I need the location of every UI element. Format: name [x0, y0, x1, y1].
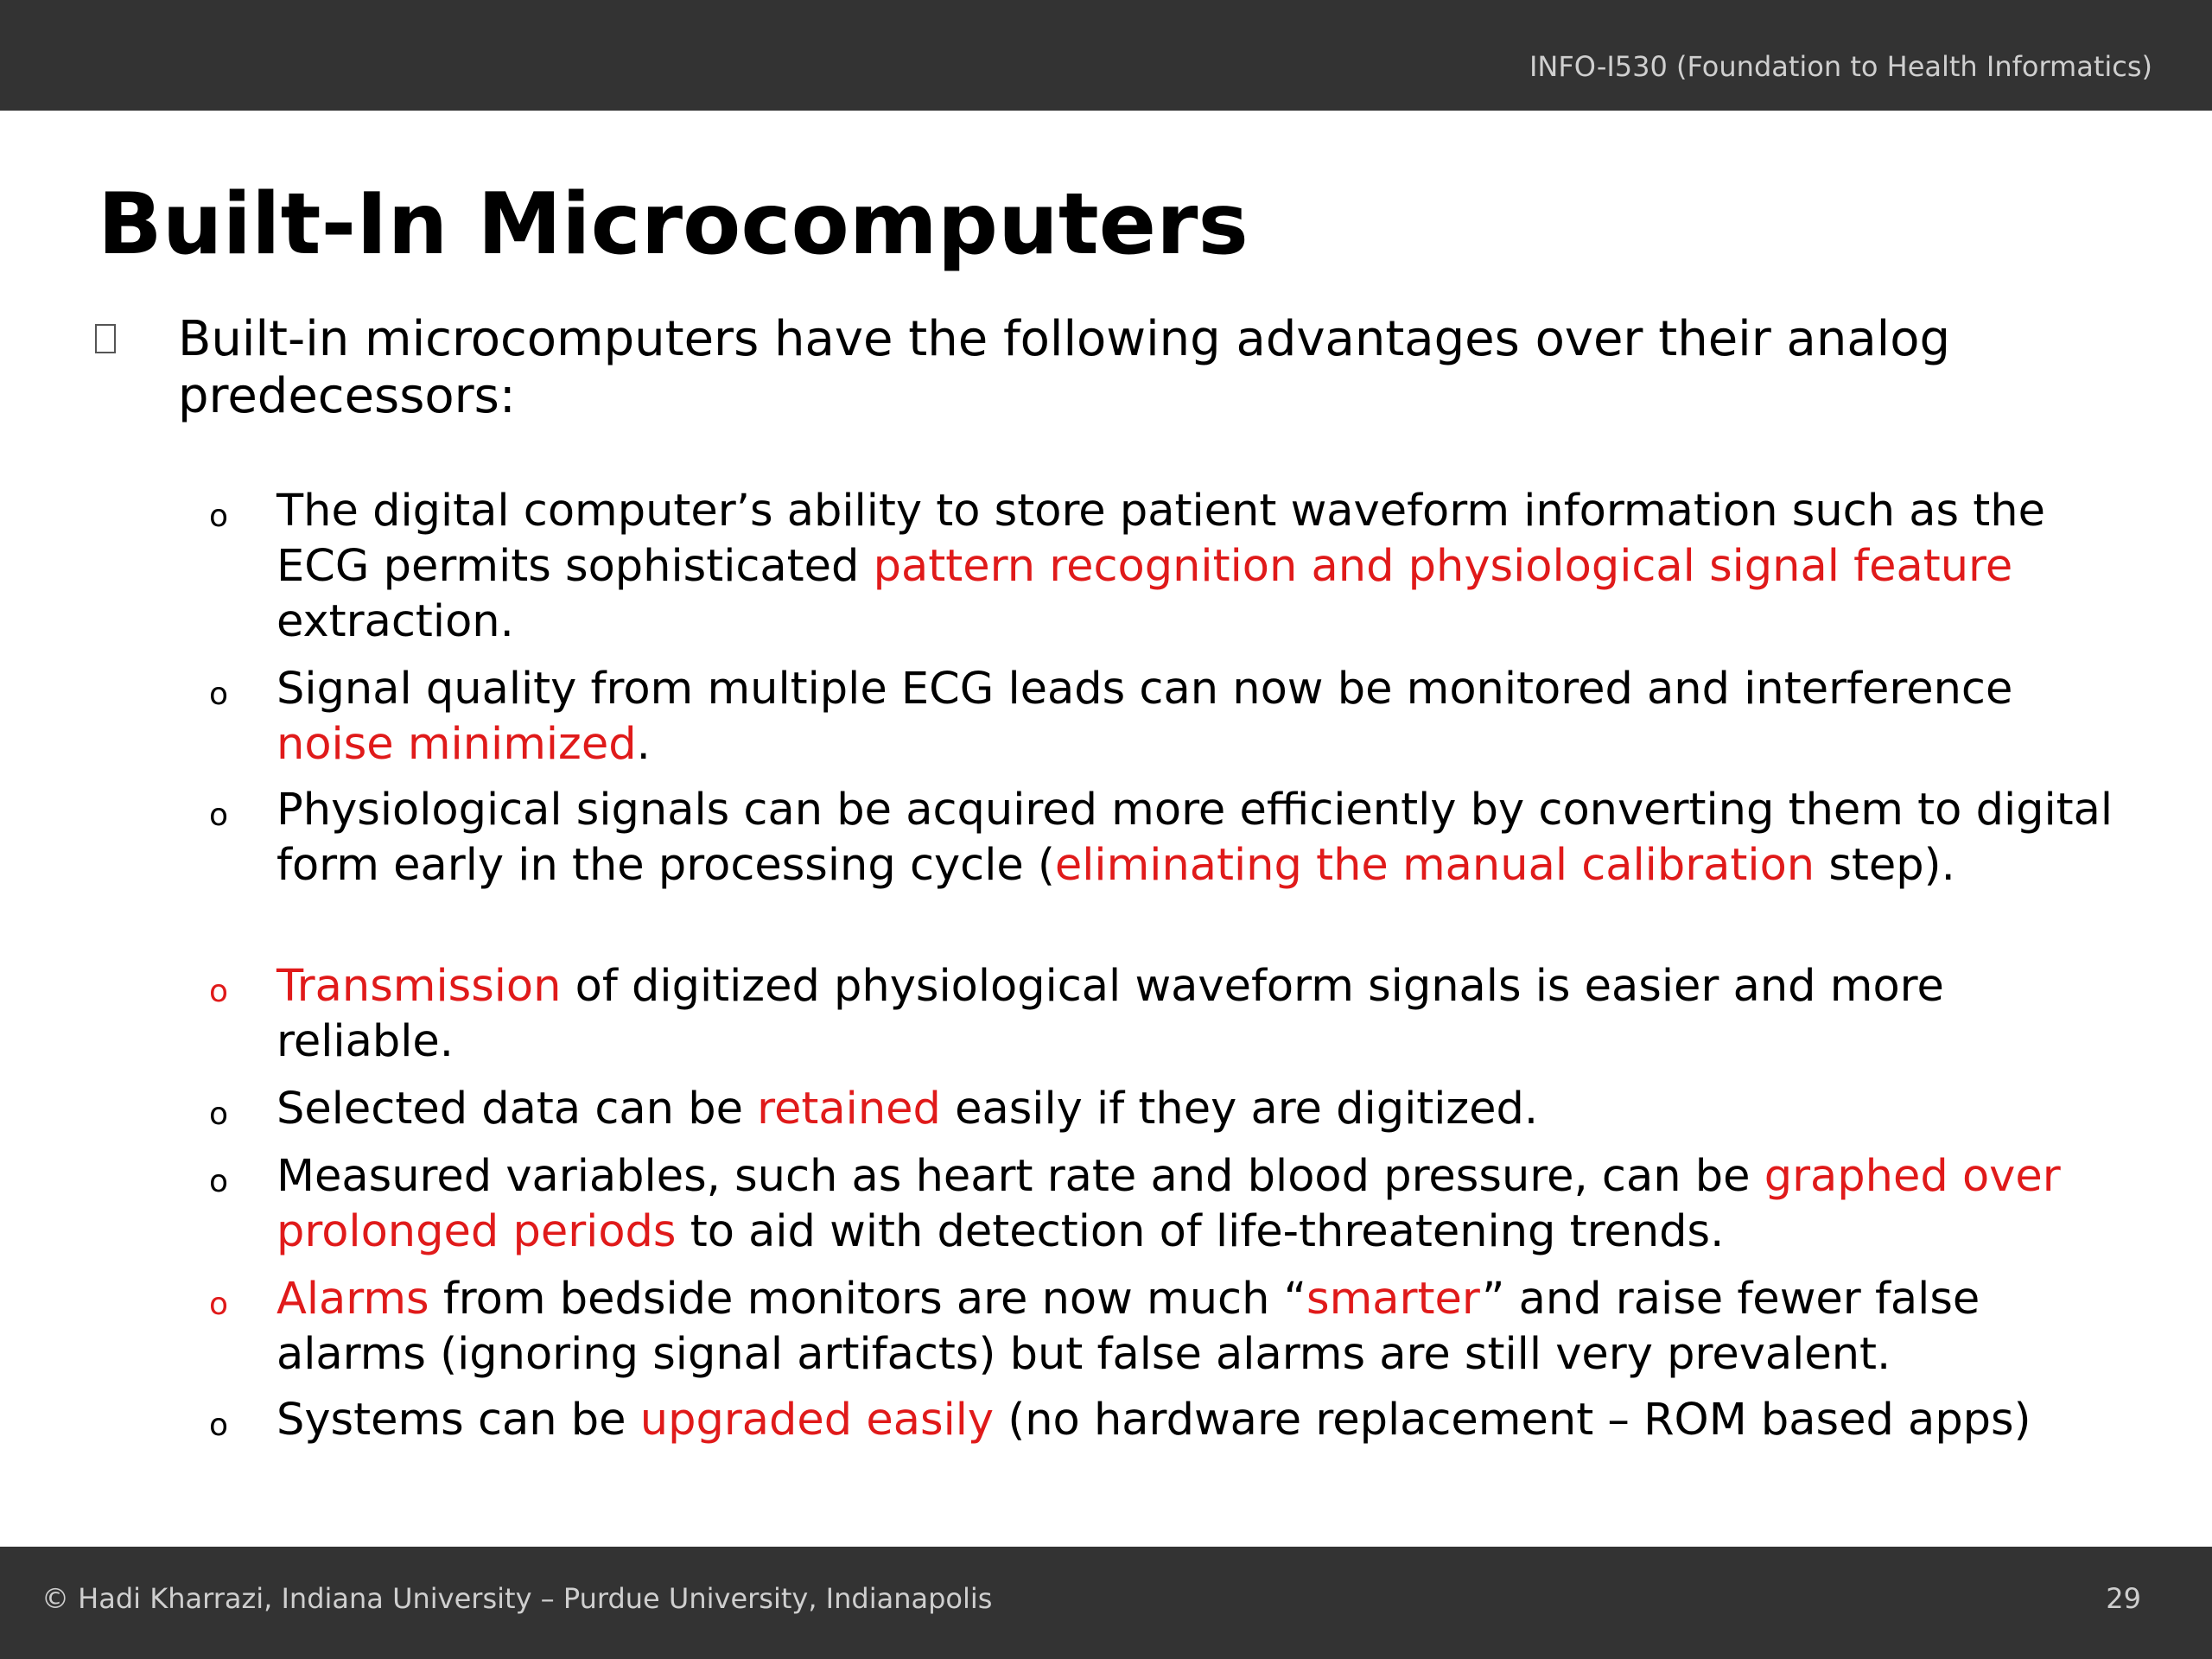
highlight-segment: Alarms: [276, 1274, 429, 1325]
text-segment: Measured variables, such as heart rate and blood pressure, can be: [276, 1151, 1764, 1202]
list-item-text: [276, 1272, 2126, 1382]
text-segment: .: [636, 719, 651, 770]
circle-bullet-icon: o: [209, 1096, 229, 1132]
circle-bullet-icon: o: [209, 974, 229, 1009]
text-segment: extraction.: [276, 596, 514, 647]
text-segment: ” and raise fewer false alarms (ignoring signal artifacts) but false alarms are still very prevalent.: [276, 1274, 1980, 1380]
list-item-text: [276, 1393, 2126, 1448]
course-label: INFO-I530 (Foundation to Health Informatics): [1529, 50, 2152, 83]
list-item-text: [276, 662, 2126, 772]
highlight-segment: smarter: [1306, 1274, 1483, 1325]
square-bullet-icon: [95, 324, 116, 353]
highlight-segment: noise minimized: [276, 719, 637, 770]
text-segment: Physiological signals can be acquired more efficiently by converting them to digital form early in the processing cycle (: [276, 785, 2113, 891]
highlight-segment: Transmission: [276, 961, 562, 1012]
highlight-segment: eliminating the manual calibration: [1054, 840, 1815, 891]
highlight-segment: graphed over prolonged periods: [276, 1151, 2061, 1257]
text-segment: Signal quality from multiple ECG leads can now be monitored and interference: [276, 664, 2013, 715]
list-item-text: [276, 1082, 2126, 1137]
circle-bullet-icon: o: [209, 798, 229, 833]
text-segment: easily if they are digitized.: [940, 1084, 1539, 1135]
text-segment: of digitized physiological waveform signals is easier and more reliable.: [276, 961, 1944, 1067]
highlight-segment: pattern recognition and physiological signal feature: [873, 541, 2013, 592]
text-segment: The digital computer’s ability to store patient waveform information such as the ECG permits sophisticated: [276, 486, 2045, 592]
text-segment: to aid with detection of life-threatening trends.: [676, 1206, 1725, 1257]
circle-bullet-icon: o: [209, 1408, 229, 1443]
text-segment: Systems can be: [276, 1395, 640, 1446]
header-bar: [0, 0, 2212, 111]
circle-bullet-icon: o: [209, 677, 229, 712]
list-item-text: [276, 484, 2126, 650]
text-segment: (no hardware replacement – ROM based apps): [994, 1395, 2031, 1446]
circle-bullet-icon: o: [209, 1164, 229, 1199]
circle-bullet-icon: o: [209, 1287, 229, 1322]
text-segment: from bedside monitors are now much “: [429, 1274, 1307, 1325]
highlight-segment: upgraded easily: [639, 1395, 995, 1446]
footer-copyright: © Hadi Kharrazi, Indiana University – Purdue University, Indianapolis: [41, 1582, 993, 1615]
list-item-text: [276, 1149, 2126, 1260]
slide-title: Built-In Microcomputers: [98, 175, 1249, 274]
list-item-text: [276, 783, 2126, 893]
highlight-segment: retained: [757, 1084, 941, 1135]
page-number: 29: [2106, 1582, 2141, 1615]
circle-bullet-icon: o: [209, 499, 229, 534]
text-segment: step).: [1815, 840, 1955, 891]
main-point-text: Built-in microcomputers have the following advantages over their analog predecessors:: [178, 311, 1951, 424]
list-item-text: [276, 959, 2126, 1070]
text-segment: Selected data can be: [276, 1084, 758, 1135]
